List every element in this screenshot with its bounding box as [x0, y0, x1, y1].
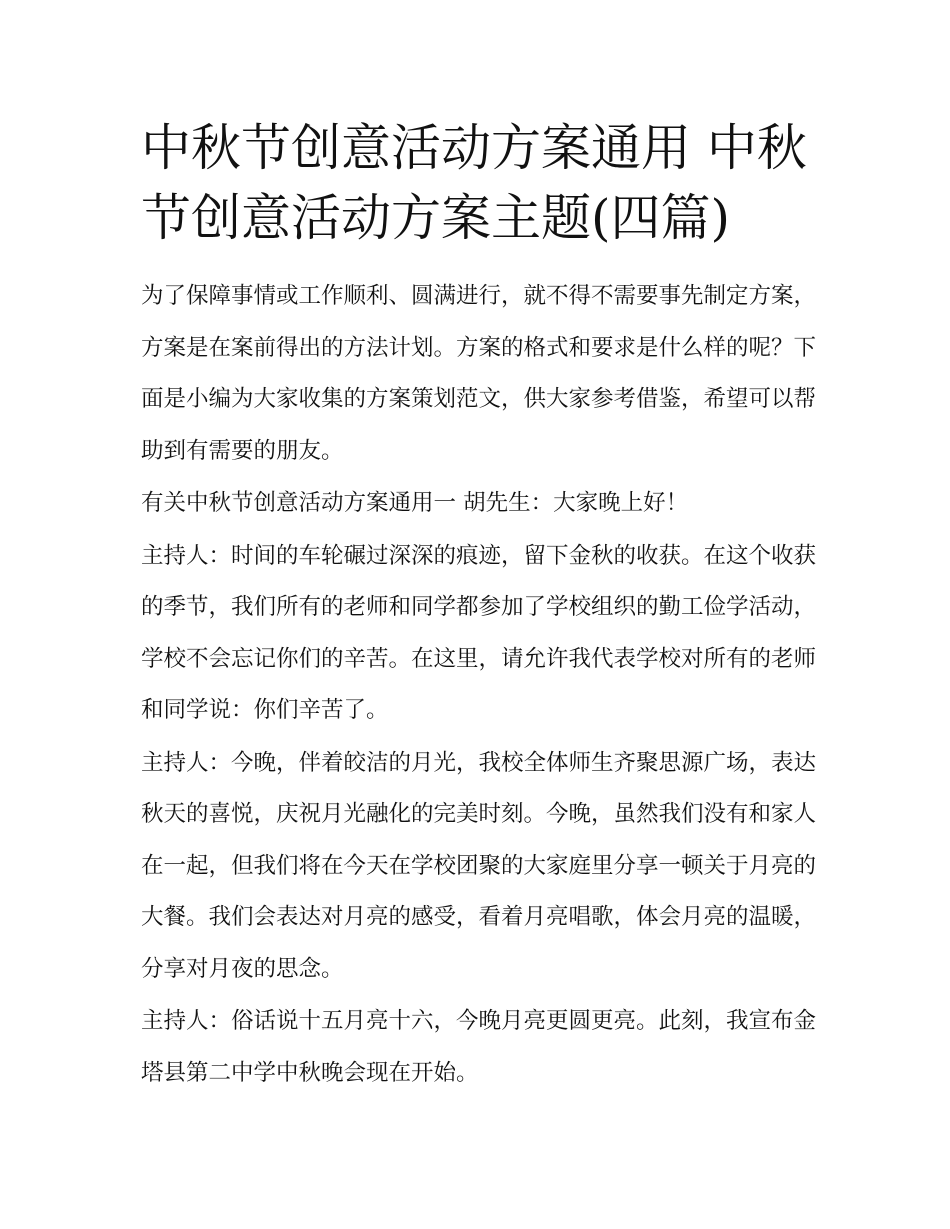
document-body: [141, 271, 816, 1099]
document-title: 中秋节创意活动方案通用 中秋节创意活动方案主题(四篇): [141, 119, 807, 247]
paragraph-host-1: 主持人：时间的车轮碾过深深的痕迹，留下金秋的收获。在这个收获的季节，我们所有的老师和同学都参加了学校组织的勤工俭学活动，学校不会忘记你们的辛苦。在这里，请允许我代表学校对所有的老师和同学说：你们辛苦了。: [141, 542, 817, 723]
paragraph-intro: 为了保障事情或工作顺利、圆满进行，就不得不需要事先制定方案，方案是在案前得出的方法计划。方案的格式和要求是什么样的呢？下面是小编为大家收集的方案策划范文，供大家参考借鉴，希望可以帮助到有需要的朋友。: [141, 283, 817, 464]
paragraph-host-2: 主持人：今晚，伴着皎洁的月光，我校全体师生齐聚思源广场，表达秋天的喜悦，庆祝月光融化的完美时刻。今晚，虽然我们没有和家人在一起，但我们将在今天在学校团聚的大家庭里分享一顿关于月亮的大餐。我们会表达对月亮的感受，看着月亮唱歌，体会月亮的温暖，分享对月夜的思念。: [141, 749, 817, 982]
paragraph-host-3: 主持人：俗话说十五月亮十六，今晚月亮更圆更亮。此刻，我宣布金塔县第二中学中秋晚会现在开始。: [141, 1008, 817, 1086]
paragraph-section-heading: 有关中秋节创意活动方案通用一 胡先生：大家晚上好！: [141, 490, 689, 516]
document-content: [141, 113, 816, 1099]
